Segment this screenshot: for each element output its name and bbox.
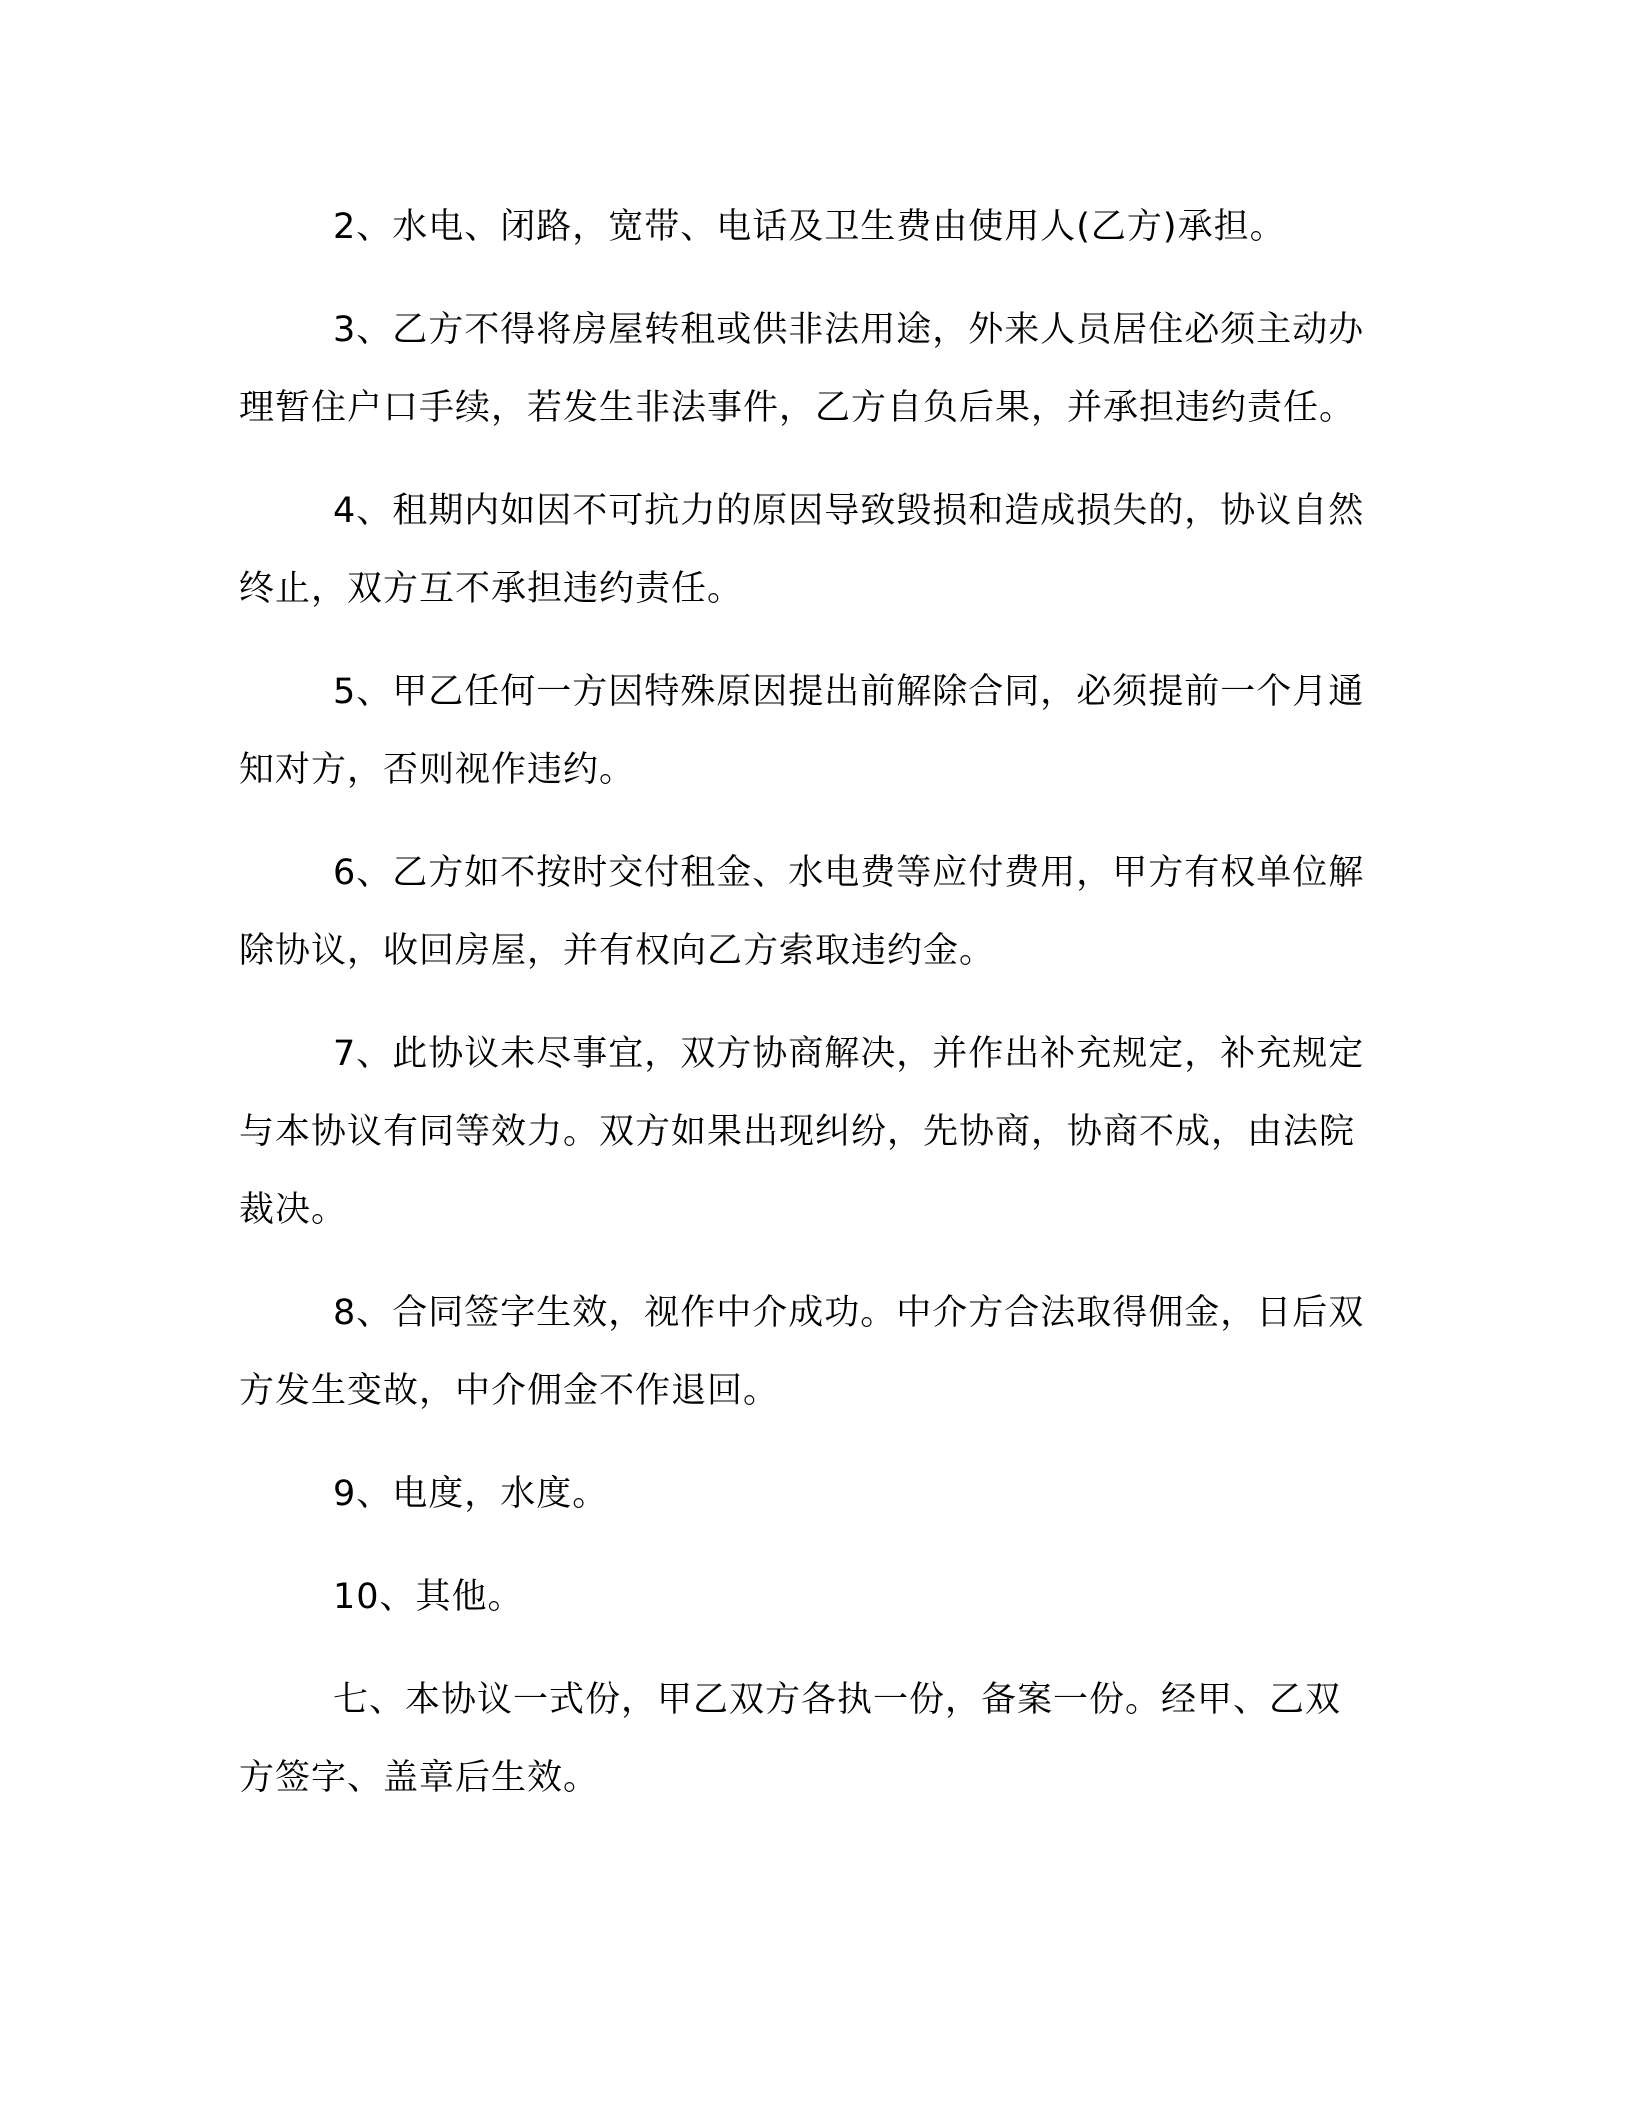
clause-6-paragraph: 6、乙方如不按时交付租金、水电费等应付费用，甲方有权单位解除协议，收回房屋，并有权向乙方索取违约金。 <box>239 853 1365 971</box>
clause-7-paragraph: 7、此协议未尽事宜，双方协商解决，并作出补充规定，补充规定与本协议有同等效力。双方如果出现纠纷，先协商，协商不成，由法院裁决。 <box>239 1034 1365 1230</box>
clause-8-paragraph: 8、合同签字生效，视作中介成功。中介方合法取得佣金，日后双方发生变故，中介佣金不作退回。 <box>239 1293 1365 1411</box>
document-body <box>239 188 1375 1817</box>
clause-5-paragraph: 5、甲乙任何一方因特殊原因提出前解除合同，必须提前一个月通知对方，否则视作违约。 <box>239 672 1365 790</box>
clause-2-paragraph: 2、水电、闭路，宽带、电话及卫生费由使用人(乙方)承担。 <box>333 207 1286 247</box>
clause-10-paragraph: 10、其他。 <box>333 1577 524 1617</box>
clause-9-paragraph: 9、电度，水度。 <box>333 1474 609 1514</box>
section-7-paragraph: 七、本协议一式份，甲乙双方各执一份，备案一份。经甲、乙双方签字、盖章后生效。 <box>239 1680 1342 1798</box>
clause-4-paragraph: 4、租期内如因不可抗力的原因导致毁损和造成损失的，协议自然终止，双方互不承担违约责任。 <box>239 491 1365 609</box>
clause-3-paragraph: 3、乙方不得将房屋转租或供非法用途，外来人员居住必须主动办理暂住户口手续，若发生非法事件，乙方自负后果，并承担违约责任。 <box>239 310 1365 428</box>
